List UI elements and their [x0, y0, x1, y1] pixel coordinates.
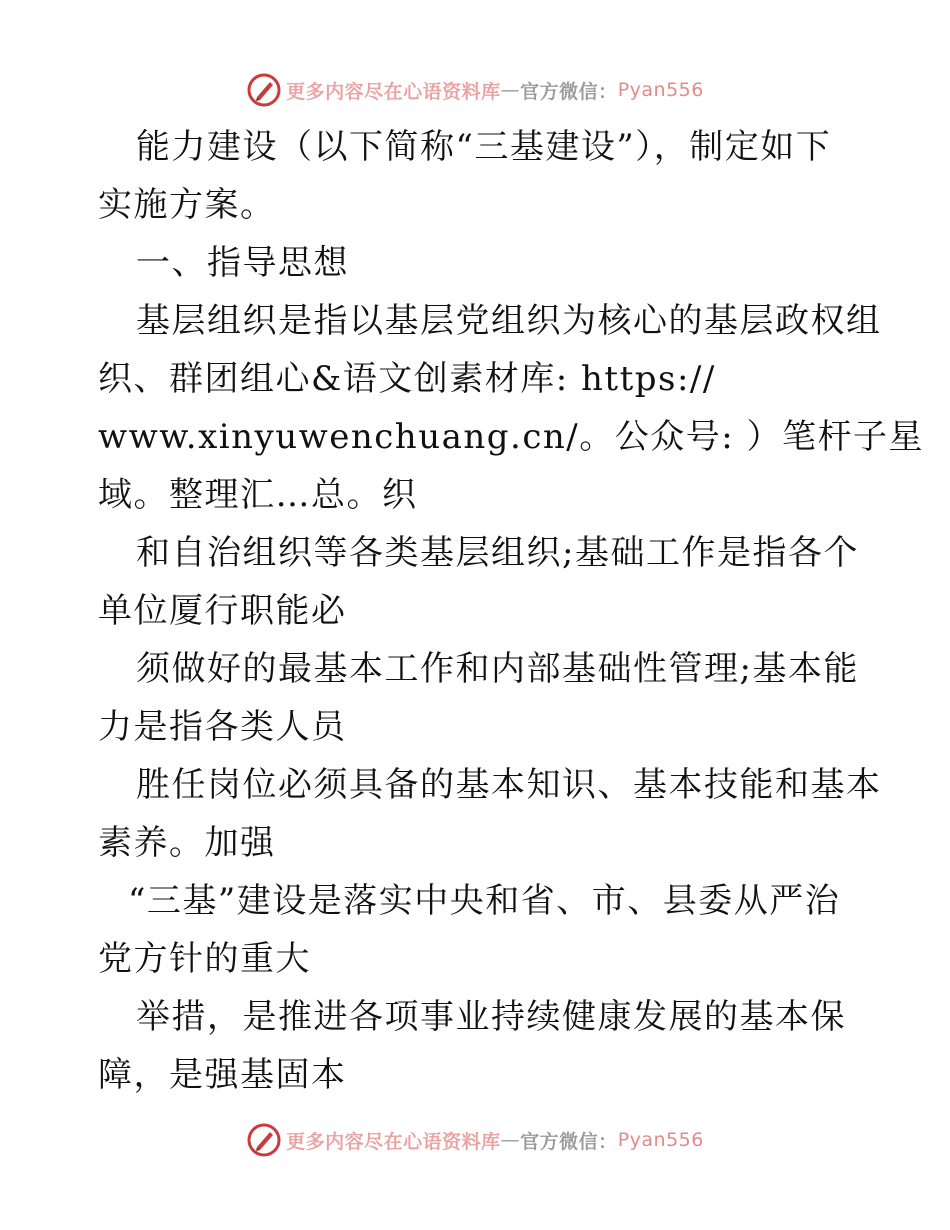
body-line: 实施方案。 [98, 185, 276, 225]
body-line: 须做好的最基本工作和内部基础性管理;基本能 [136, 649, 859, 689]
body-line: 素养。加强 [98, 823, 276, 863]
body-line: 党方针的重大 [98, 939, 311, 979]
footer-watermark [0, 1120, 950, 1160]
body-line: 域。整理汇…总。织 [98, 475, 418, 515]
watermark-main-text: 更多内容尽在心语资料库 [286, 1130, 501, 1153]
watermark-sub-text: 官方微信： [520, 80, 618, 103]
header-watermark [0, 70, 950, 110]
pen-logo-icon [246, 72, 282, 108]
document-body [98, 118, 924, 1104]
watermark-main-text: 更多内容尽在心语资料库 [286, 80, 501, 103]
watermark-sub-text: 官方微信： [520, 1130, 618, 1153]
body-line: 和自治组织等各类基层组织;基础工作是指各个 [136, 533, 859, 573]
watermark-wechat-id: Pyan556 [617, 79, 704, 101]
body-line: 力是指各类人员 [98, 707, 347, 747]
body-line: 障，是强基固本 [98, 1055, 347, 1095]
section-heading: 一、指导思想 [136, 243, 349, 283]
body-line: 举措，是推进各项事业持续健康发展的基本保 [136, 997, 846, 1037]
watermark-wechat-id: Pyan556 [617, 1129, 704, 1151]
body-line: “三基”建设是落实中央和省、市、县委从严治 [128, 881, 841, 921]
body-line: 织、群团组心&语文创素材库: https:// [98, 359, 716, 399]
body-line: 能力建设（以下简称“三基建设”），制定如下 [136, 127, 832, 167]
watermark-dash: — [500, 79, 521, 101]
body-line-url: www.xinyuwenchuang.cn/。公众号: ）笔杆子星 [98, 417, 924, 457]
body-line: 基层组织是指以基层党组织为核心的基层政权组 [136, 301, 882, 341]
body-line: 胜任岗位必须具备的基本知识、基本技能和基本 [136, 765, 882, 805]
pen-logo-icon [246, 1122, 282, 1158]
watermark-dash: — [500, 1129, 521, 1151]
body-line: 单位厦行职能必 [98, 591, 347, 631]
